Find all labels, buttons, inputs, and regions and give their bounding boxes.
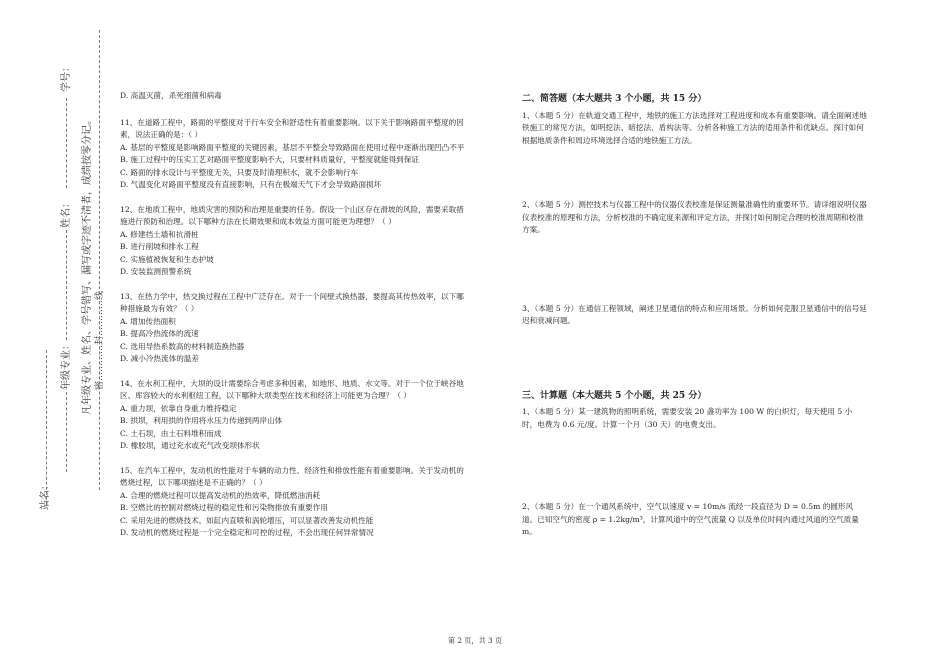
option-c: C. 采用先进的燃烧技术，如缸内直喷和涡轮增压，可以显著改善发动机性能 [120, 515, 374, 525]
option-a: A. 基层的平整度是影响路面平整度的关键因素，基层不平整会导致路面在使用过程中逐渐出现凹凸不平 [120, 142, 465, 152]
short-answer-question-1: 1、（本题 5 分）在轨道交通工程中，地铁的施工方法选择对工程进度和成本有重要影响。请全面阐述地铁施工的常见方法，如明挖法、暗挖法、盾构法等。分析各种施工方法的适用条件和优缺点。探讨如何根据地质条件和周边环境选择合适的地铁施工方法。 [522, 110, 867, 145]
major-line [66, 392, 67, 472]
option-d: D. 发动机的燃烧过程是一个完全稳定和可控的过程，不会出现任何异常情况 [120, 528, 374, 537]
option-d: D. 气温变化对路面平整度没有直接影响，只有在极端天气下才会导致路面损坏 [120, 180, 382, 189]
question-stem: 13、在热力学中，热交换过程在工程中广泛存在。对于一个间壁式换热器，要提高其传热效率，以下哪种措施最为有效？（ ） [120, 291, 464, 313]
question-15 [120, 465, 465, 540]
option-b: B. 空燃比的控制对燃烧过程的稳定性和污染物排放有重要作用 [120, 503, 328, 512]
question-13 [120, 291, 465, 366]
calculation-question-2: 2、（本题 5 分）在一个通风系统中，空气以速度 v = 10m/s 流经一段直径为 D = 0.5m 的圆形风道。已知空气的密度 ρ = 1.2kg/m³，计算风道中的空气流量 Q 以及单位时间内通过风道的空气质量 m。 [522, 502, 859, 536]
question-12 [120, 204, 465, 279]
option-d: D. 橡胶坝，通过充水或充气改变坝体形状 [120, 441, 260, 450]
page-footer: 第 2 页，共 3 页 [447, 636, 503, 645]
option-d: D. 减小冷热流体的温差 [120, 354, 199, 363]
short-answer-question-3: 3、（本题 5 分）在通信工程领域，阐述卫星通信的特点和应用场景。分析如何克服卫星通信中的信号延迟和衰减问题。 [522, 303, 867, 325]
seal-dashed-line [99, 30, 100, 490]
option-b: B. 拱坝，利用拱的作用将水压力传递到两岸山体 [120, 416, 283, 425]
short-answer-section-title: 二、简答题（本大题共 3 个小题，共 15 分） [522, 94, 707, 104]
name-line [66, 230, 67, 340]
binding-margin [0, 0, 105, 672]
student-id-line [66, 98, 67, 188]
student-id-label: 学号： [61, 62, 72, 92]
option-b: B. 施工过程中的压实工艺对路面平整度影响不大，只要材料质量好，平整度就能得到保证 [120, 155, 419, 164]
left-column [120, 90, 465, 552]
school-label: 站名： [40, 480, 51, 510]
option-a: A. 合理的燃烧过程可以提高发动机的热效率，降低燃油消耗 [120, 490, 321, 500]
question-14 [120, 378, 465, 453]
question-stem: 12、在地质工程中，地质灾害的预防和治理是重要的任务。假设一个山区存在滑坡的风险，需要采取措施进行预防和治理。以下哪种方法在长期效果和成本效益方面可能更为理想？（ ） [120, 204, 464, 226]
option-a: A. 修建挡土墙和抗滑桩 [120, 229, 199, 239]
seal-line-label: 密…………封…………线 [95, 290, 105, 390]
option-c: C. 土石坝，由土石料堆积而成 [120, 428, 222, 438]
option-d: D. 安装监测预警系统 [120, 267, 192, 276]
short-answer-question-2: 2、（本题 5 分）测控技术与仪器工程中的仪器仪表校准是保证测量准确性的重要环节。请详细说明仪器仪表校准的原理和方法，分析校准的不确定度来源和评定方法，并探讨如何制定合理的校准周期和校准方案。 [522, 200, 867, 234]
question-11 [120, 117, 465, 192]
question-stem: 14、在水利工程中，大坝的设计需要综合考虑多种因素，如地形、地质、水文等。对于一个位于峡谷地区、库容较大的水利枢纽工程，以下哪种大坝类型在技术和经济上可能更为合理？（ ） [120, 378, 464, 400]
calculation-section-title: 三、计算题（本大题共 5 个小题，共 25 分） [522, 390, 707, 401]
option-b: B. 进行削坡和排水工程 [120, 242, 199, 251]
option-a: A. 增加传热面积 [120, 316, 176, 326]
calculation-question-1: 1、（本题 5 分）某一建筑物的照明系统，需要安装 20 盏功率为 100 W 的白炽灯，每天使用 5 小时，电费为 0.6 元/度。计算一个月（30 天）的电费支出。 [522, 407, 853, 429]
option-a: A. 重力坝，依靠自身重力维持稳定 [120, 403, 237, 413]
question-stem: 11、在道路工程中，路面的平整度对于行车安全和舒适性有着重要影响。以下关于影响路面平整度的因素，说法正确的是：（ ） [120, 117, 464, 139]
sidebar-notice: 凡年级专业、姓名、学号错写、漏写或字迹不清者，成绩按零分记。 [82, 115, 93, 415]
school-line [46, 350, 47, 505]
right-column [522, 93, 867, 591]
name-label: 姓名： [61, 198, 72, 228]
option-c: C. 实施植被恢复和生态护坡 [120, 254, 214, 264]
option-c: C. 路面的排水设计与平整度无关，只要及时清理积水，就不会影响行车 [120, 167, 359, 177]
option-c: C. 选用导热系数高的材料制造换热器 [120, 341, 245, 351]
option-b: B. 提高冷热流体的流速 [120, 329, 199, 338]
previous-option: D. 高温灭菌，杀死细菌和病毒 [120, 91, 222, 100]
question-stem: 15、在汽车工程中，发动机的性能对于车辆的动力性、经济性和排放性能有着重要影响。关于发动机的燃烧过程，以下哪项描述是不正确的？（ ） [120, 465, 464, 487]
major-label: 年级专业： [61, 340, 72, 390]
